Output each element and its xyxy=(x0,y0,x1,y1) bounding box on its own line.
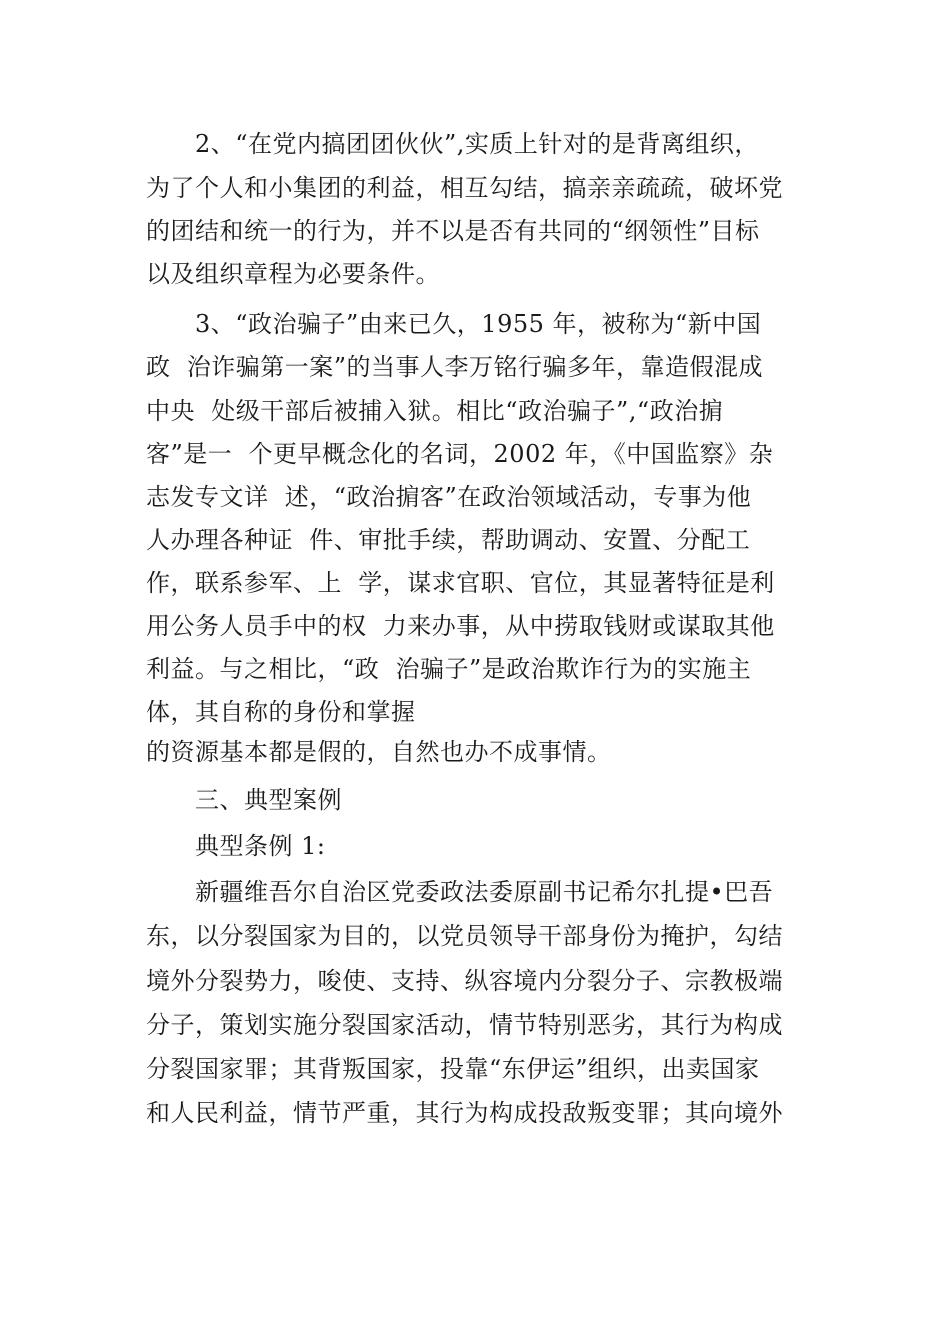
text-line: 中央 处级干部后被捕入狱。相比“政治骗子”,“政治掮 xyxy=(146,397,724,425)
text-line: 为了个人和小集团的利益，相互勾结，搞亲亲疏疏，破坏党 xyxy=(146,174,783,202)
text-line: 新疆维吾尔自治区党委政法委原副书记希尔扎提•巴吾 xyxy=(146,878,774,906)
case-title: 典型条例 1: xyxy=(146,832,326,860)
text-line: 3、“政治骗子”由来已久，1955 年，被称为“新中国 xyxy=(146,310,762,338)
text-line: 分裂国家罪；其背叛国家，投靠“东伊运”组织，出卖国家 xyxy=(146,1055,760,1083)
text-line: 境外分裂势力，唆使、支持、纵容境内分裂分子、宗教极端 xyxy=(146,967,783,995)
text-line: 用公务人员手中的权 力来办事，从中捞取钱财或谋取其他 xyxy=(146,612,775,640)
text-line: 利益。与之相比，“政 治骗子”是政治欺诈行为的实施主 xyxy=(146,655,752,683)
text-line: 的资源基本都是假的，自然也办不成事情。 xyxy=(146,738,612,766)
text-line: 政 治诈骗第一案”的当事人李万铭行骗多年，靠造假混成 xyxy=(146,353,764,381)
text-line: 人办理各种证 件、审批手续，帮助调动、安置、分配工 xyxy=(146,526,751,554)
text-line: 和人民利益，情节严重，其行为构成投敌叛变罪；其向境外 xyxy=(146,1099,783,1127)
text-line: 作，联系参军、上 学，谋求官职、官位，其显著特征是利 xyxy=(146,569,775,597)
text-line: 以及组织章程为必要条件。 xyxy=(146,260,440,288)
text-line: 东，以分裂国家为目的，以党员领导干部身份为掩护，勾结 xyxy=(146,922,783,950)
text-line: 的团结和统一的行为，并不以是否有共同的“纲领性”目标 xyxy=(146,217,760,245)
text-line: 2、“在党内搞团团伙伙”,实质上针对的是背离组织， xyxy=(146,130,759,158)
text-line: 客”是一 个更早概念化的名词，2002 年，《中国监察》杂 xyxy=(146,440,774,468)
text-line: 志发专文详 述，“政治掮客”在政治领域活动，专事为他 xyxy=(146,483,752,511)
text-line: 分子，策划实施分裂国家活动，情节特别恶劣，其行为构成 xyxy=(146,1011,783,1039)
section-heading: 三、典型案例 xyxy=(146,786,342,814)
text-line: 体，其自称的身份和掌握 xyxy=(146,698,416,726)
